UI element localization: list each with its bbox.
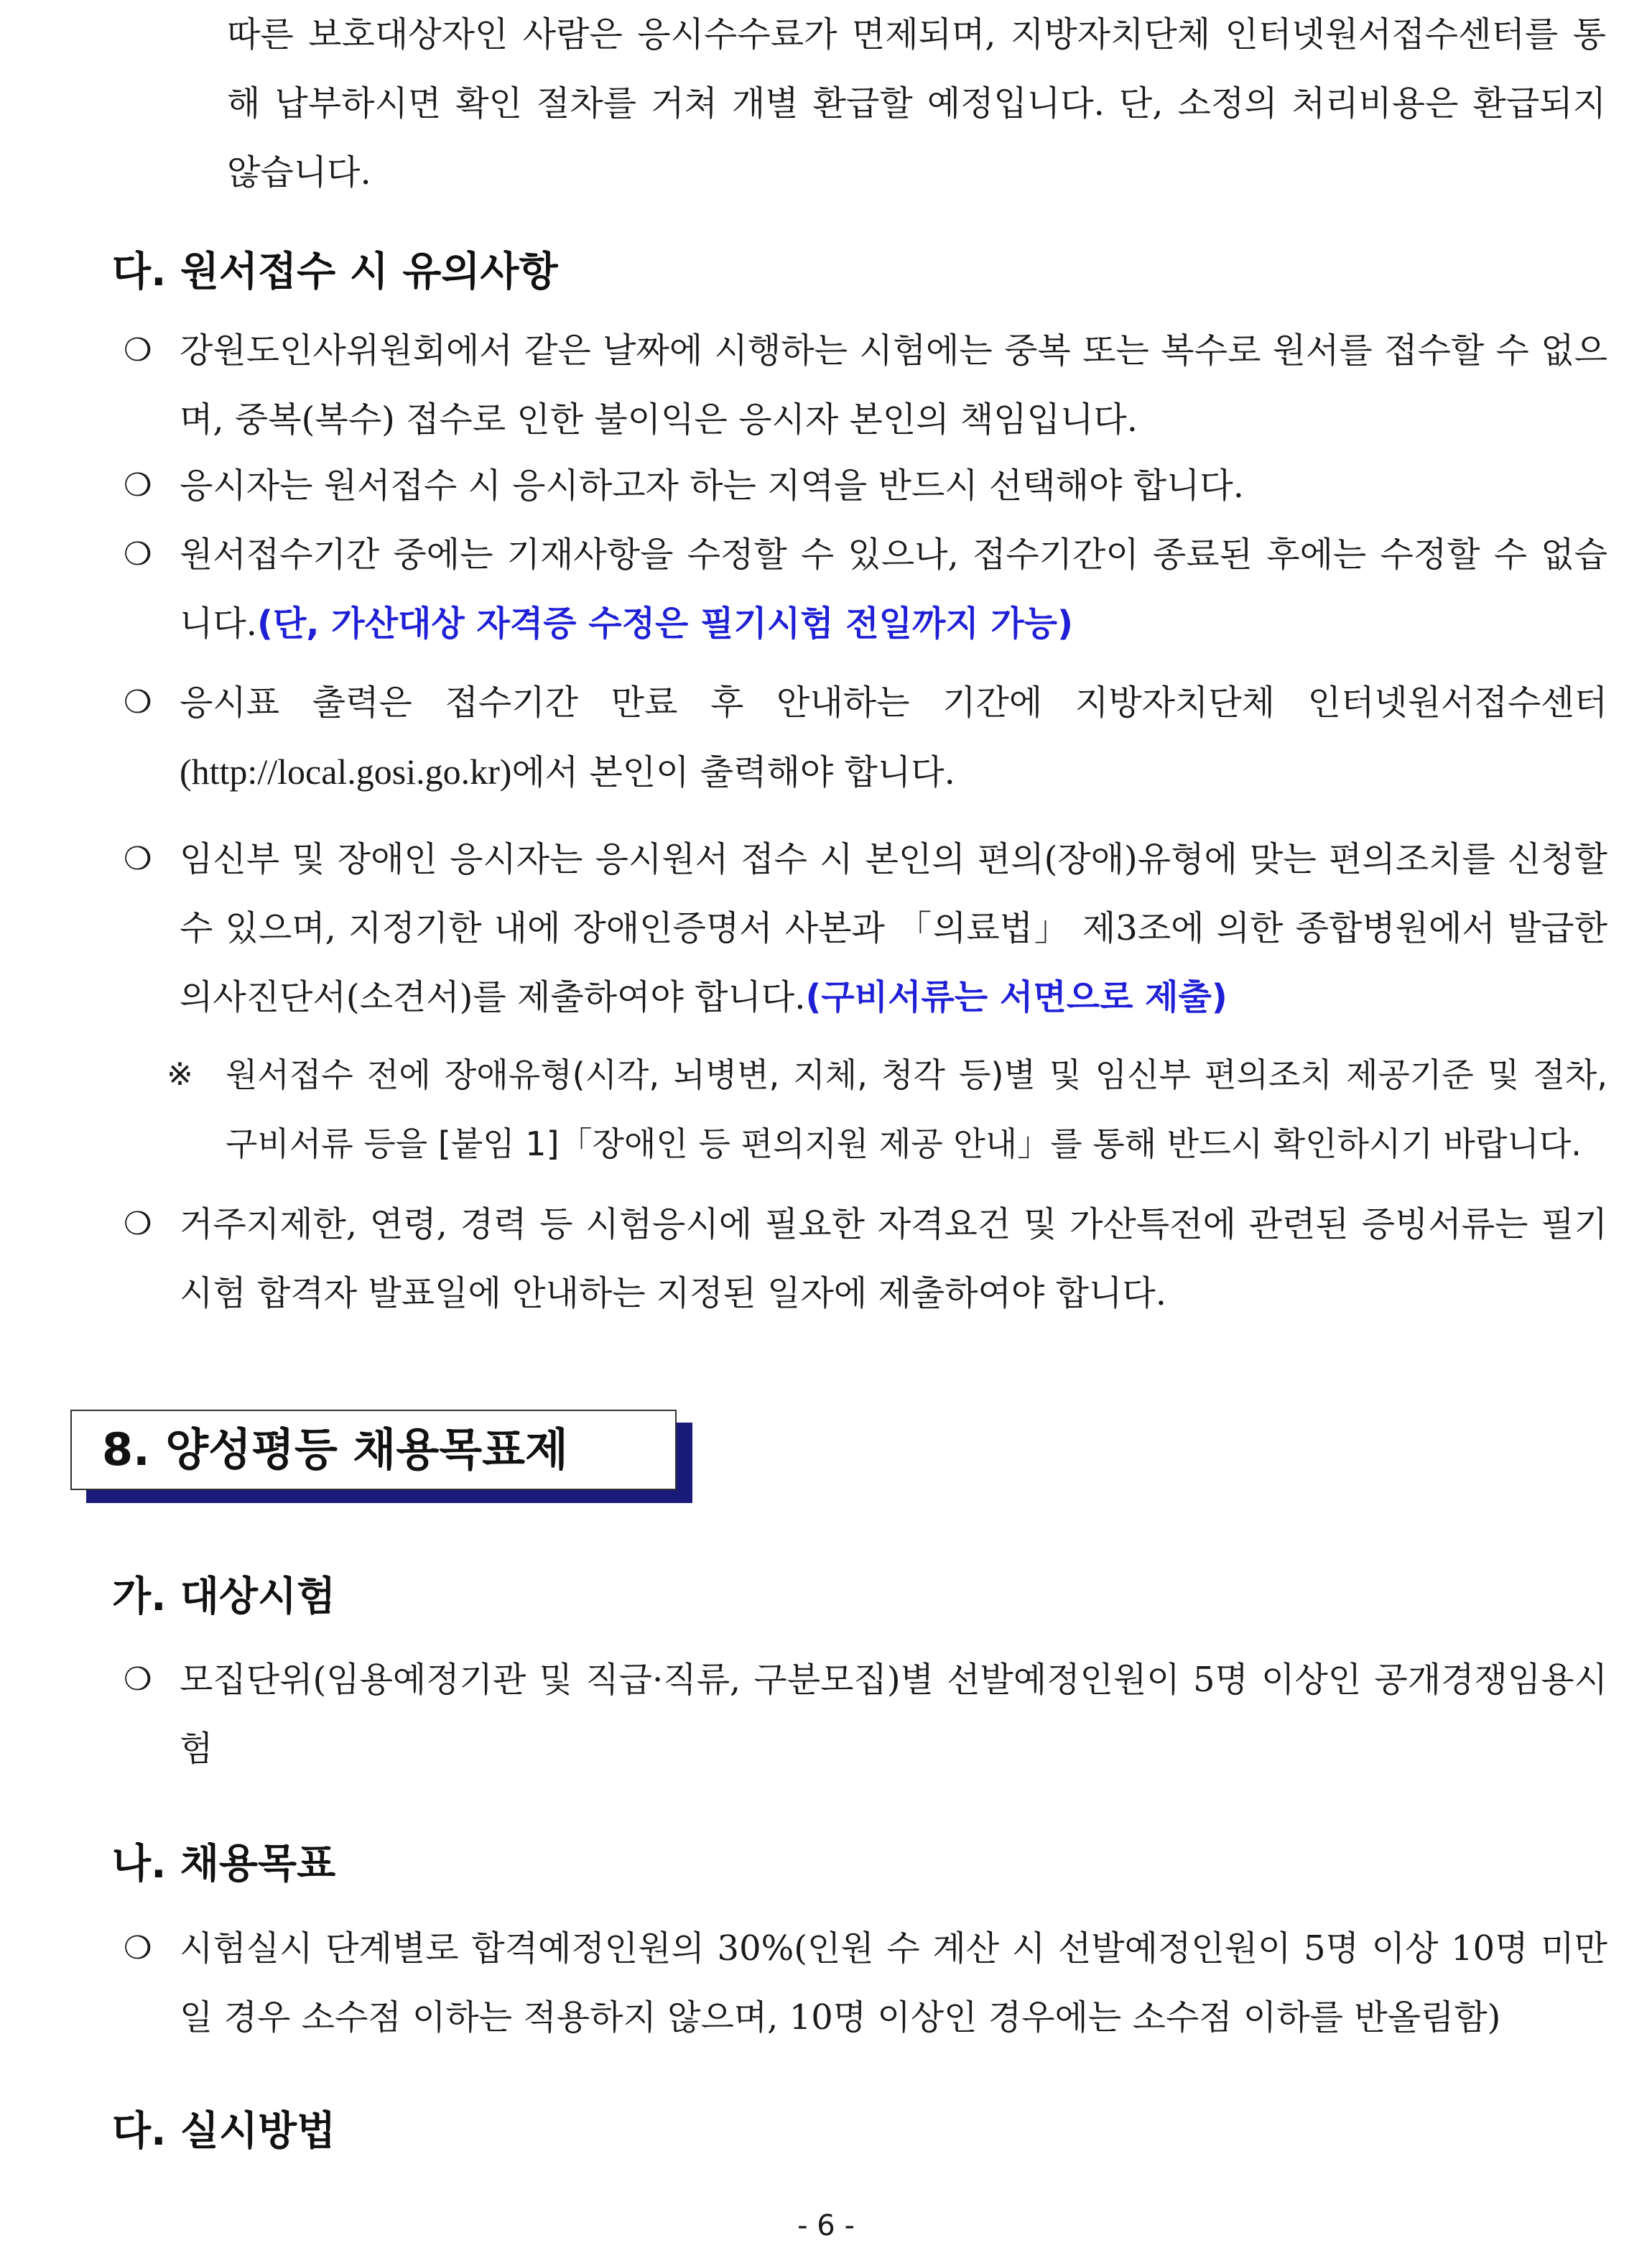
bullet-text	[180, 668, 1607, 807]
heading-application-cautions: 다. 원서접수 시 유의사항	[112, 249, 558, 295]
circle-bullet-icon: ❍	[124, 467, 152, 504]
circle-bullet-icon: ❍	[124, 1206, 152, 1242]
highlight-note: (구비서류는 서면으로 제출)	[805, 977, 1228, 1017]
circle-bullet-icon: ❍	[124, 332, 152, 369]
note-text: 원서접수 전에 장애유형(시각, 뇌병변, 지체, 청각 등)별 및 임신부 편의조치 제공기준 및 절차, 구비서류 등을 [붙임 1]「장애인 등 편의지원 제공 안내」를 통해 반드시 확인하시기 바랍니다.	[226, 1055, 1607, 1163]
bullet-text-main: 임신부 및 장애인 응시자는 응시원서 접수 시 본인의 편의(장애)유형에 맞는 편의조치를 신청할 수 있으며, 지정기한 내에 장애인증명서 사본과 「의료법」 제3조에 의한 종합병원에서 발급한 의사진단서(소견서)를 제출하여야 합니다.	[180, 839, 1607, 1017]
circle-bullet-icon: ❍	[124, 684, 152, 721]
circle-bullet-icon: ❍	[124, 841, 152, 877]
heading-hiring-target: 나. 채용목표	[112, 1841, 336, 1887]
bullet-text-after: 에서 본인이 출력해야 합니다.	[511, 752, 955, 792]
bullet-text: 강원도인사위원회에서 같은 날짜에 시행하는 시험에는 중복 또는 복수로 원서를 접수할 수 없으며, 중복(복수) 접수로 인한 불이익은 응시자 본인의 책임입니다.	[180, 330, 1607, 440]
url-link[interactable]: (http://local.gosi.go.kr)	[180, 752, 512, 792]
bullet-text: 시험실시 단계별로 합격예정인원의 30%(인원 수 계산 시 선발예정인원이 5명 이상 10명 미만일 경우 소수점 이하는 적용하지 않으며, 10명 이상인 경우에는 소수점 이하를 반올림함)	[180, 1928, 1607, 2038]
section-title: 8. 양성평등 채용목표제	[102, 1423, 568, 1476]
bullet-text	[180, 825, 1607, 1032]
bullet-text: 모집단위(임용예정기관 및 직급·직류, 구분모집)별 선발예정인원이 5명 이상인 공개경쟁임용시험	[180, 1660, 1607, 1769]
circle-bullet-icon: ❍	[124, 1930, 152, 1966]
note-mark-icon: ※	[167, 1056, 193, 1093]
circle-bullet-icon: ❍	[124, 1661, 152, 1698]
heading-target-exams: 가. 대상시험	[112, 1573, 336, 1620]
highlight-note: (단, 가산대상 자격증 수정은 필기시험 전일까지 가능)	[257, 604, 1074, 644]
heading-implementation-method: 다. 실시방법	[112, 2108, 336, 2155]
circle-bullet-icon: ❍	[124, 536, 152, 573]
bullet-text: 거주지제한, 연령, 경력 등 시험응시에 필요한 자격요건 및 가산특전에 관련된 증빙서류는 필기시험 합격자 발표일에 안내하는 지정된 일자에 제출하여야 합니다.	[180, 1204, 1607, 1313]
bullet-text: 응시자는 원서접수 시 응시하고자 하는 지역을 반드시 선택해야 합니다.	[180, 466, 1244, 506]
bullet-text	[180, 520, 1607, 658]
bullet-text-main: 응시표 출력은 접수기간 만료 후 안내하는 기간에 지방자치단체 인터넷원서접수센터	[180, 683, 1607, 723]
page-number: - 6 -	[797, 2209, 855, 2242]
intro-paragraph: 따른 보호대상자인 사람은 응시수수료가 면제되며, 지방자치단체 인터넷원서접수센터를 통해 납부하시면 확인 절차를 거쳐 개별 환급할 예정입니다. 단, 소정의 처리비용은 환급되지 않습니다.	[227, 14, 1606, 193]
bullet-text-main: 원서접수기간 중에는 기재사항을 수정할 수 있으나, 접수기간이 종료된 후에는 수정할 수 없습니다.	[180, 535, 1607, 644]
